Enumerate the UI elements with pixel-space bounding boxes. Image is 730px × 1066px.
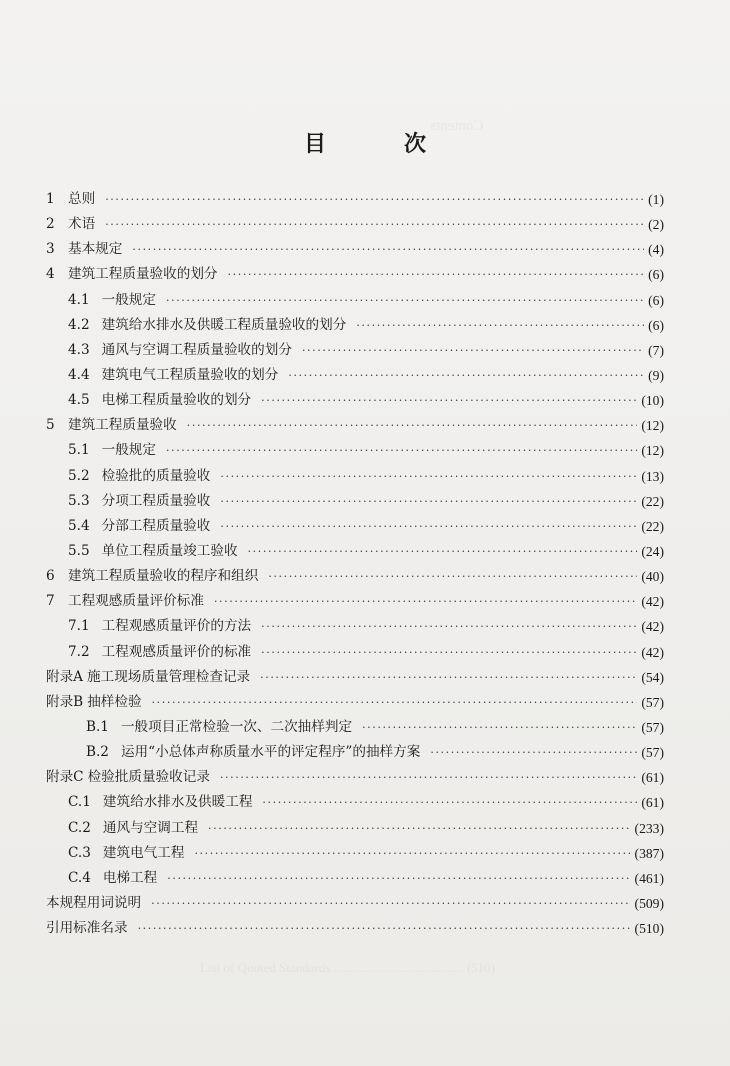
toc-entry[interactable] bbox=[46, 640, 664, 665]
toc-entry-title: 本规程用词说明 bbox=[46, 895, 142, 911]
toc-entry-number: 6 bbox=[46, 568, 55, 585]
toc-entry[interactable] bbox=[46, 363, 664, 388]
toc-entry-title: 建筑工程质量验收的程序和组织 bbox=[68, 568, 259, 585]
toc-entry-title: 运用“小总体声称质量水平的评定程序”的抽样方案 bbox=[120, 744, 421, 761]
toc-entry-title: 工程观感质量评价的标准 bbox=[101, 643, 252, 660]
toc-entry[interactable] bbox=[46, 464, 664, 489]
toc-entry-number: C.2 bbox=[68, 819, 91, 836]
dot-leader bbox=[194, 841, 630, 866]
toc-entry-number: B.2 bbox=[86, 744, 109, 761]
toc-entry-title: 检验批质量验收记录 bbox=[87, 769, 210, 786]
dot-leader bbox=[166, 438, 637, 463]
toc-entry-page: (461) bbox=[634, 870, 664, 886]
toc-entry-page: (61) bbox=[641, 770, 664, 786]
toc-entry-number: 7 bbox=[46, 593, 55, 610]
toc-entry-number: 4.5 bbox=[68, 392, 90, 409]
toc-entry-page: (10) bbox=[641, 393, 664, 409]
toc-entry-number: 4.3 bbox=[68, 341, 90, 358]
toc-entry-title: 总则 bbox=[68, 191, 96, 208]
toc-entry-number: 3 bbox=[46, 241, 55, 258]
toc-entry[interactable] bbox=[46, 866, 664, 891]
toc-entry-title: 一般项目正常检验一次、二次抽样判定 bbox=[120, 719, 353, 736]
dot-leader bbox=[220, 489, 637, 514]
dot-leader bbox=[261, 388, 637, 413]
toc-entry[interactable] bbox=[46, 564, 664, 589]
toc-entry-page: (57) bbox=[641, 694, 664, 710]
toc-entry-title: 一般规定 bbox=[101, 291, 156, 308]
dot-leader bbox=[167, 866, 630, 891]
toc-entry-number: 1 bbox=[46, 191, 55, 208]
dot-leader bbox=[214, 589, 637, 614]
toc-entry[interactable] bbox=[46, 514, 664, 539]
toc-entry-title: 抽样检验 bbox=[87, 693, 142, 710]
toc-entry[interactable] bbox=[46, 790, 664, 815]
toc-entry-title: 通风与空调工程质量验收的划分 bbox=[101, 341, 292, 358]
toc-entry-number: 附录C bbox=[46, 769, 84, 786]
toc-entry-page: (387) bbox=[634, 845, 664, 861]
toc-entry-title: 建筑工程质量验收 bbox=[68, 417, 177, 434]
toc-entry-title: 一般规定 bbox=[101, 442, 156, 459]
toc-entry-number: 5 bbox=[46, 417, 55, 434]
toc-entry-number: 5.3 bbox=[68, 492, 90, 509]
dot-leader bbox=[268, 564, 637, 589]
dot-leader bbox=[430, 740, 637, 765]
toc-entry-number: 附录B bbox=[46, 693, 84, 710]
dot-leader bbox=[362, 715, 637, 740]
dot-leader bbox=[228, 262, 645, 287]
show-through-text: List of Quoted Standards ........................................ (510) bbox=[200, 960, 496, 975]
dot-leader bbox=[187, 413, 638, 438]
dot-leader bbox=[138, 916, 631, 941]
toc-entry[interactable] bbox=[46, 589, 664, 614]
toc-entry-number: 5.5 bbox=[68, 543, 90, 560]
dot-leader bbox=[105, 187, 644, 212]
toc-entry-title: 分项工程质量验收 bbox=[101, 492, 211, 509]
toc-entry-page: (1) bbox=[648, 192, 664, 208]
dot-leader bbox=[262, 790, 637, 815]
dot-leader bbox=[302, 338, 644, 363]
toc-entry-page: (12) bbox=[641, 418, 664, 434]
toc-entry-page: (40) bbox=[641, 569, 664, 585]
toc-entry-page: (233) bbox=[634, 820, 664, 836]
toc-entry-page: (57) bbox=[641, 745, 664, 761]
toc-entry-page: (42) bbox=[641, 619, 664, 635]
toc-entry-number: C.3 bbox=[68, 844, 91, 861]
toc-entry[interactable] bbox=[46, 765, 664, 790]
dot-leader bbox=[105, 212, 644, 237]
dot-leader bbox=[261, 640, 637, 665]
toc-entry-title: 引用标准名录 bbox=[46, 920, 128, 937]
toc-entry[interactable] bbox=[46, 237, 664, 262]
toc-entry-number: 2 bbox=[46, 216, 55, 233]
dot-leader bbox=[132, 237, 644, 262]
dot-leader bbox=[288, 363, 644, 388]
toc-entry-page: (9) bbox=[648, 368, 664, 384]
toc-entry-page: (6) bbox=[648, 292, 664, 308]
toc-entry-title: 工程观感质量评价标准 bbox=[68, 593, 204, 610]
toc-entry[interactable] bbox=[46, 916, 664, 941]
toc-entry-title: 检验批的质量验收 bbox=[101, 467, 211, 484]
toc-entry-number: 7.1 bbox=[68, 618, 90, 635]
toc-entry-number: C.1 bbox=[68, 794, 91, 811]
toc-entry-title: 建筑工程质量验收的划分 bbox=[68, 266, 218, 283]
toc-entry-page: (2) bbox=[648, 217, 664, 233]
toc-entry[interactable] bbox=[46, 388, 664, 413]
toc-entry-title: 建筑电气工程质量验收的划分 bbox=[101, 367, 279, 384]
toc-entry[interactable] bbox=[46, 816, 664, 841]
dot-leader bbox=[356, 313, 644, 338]
toc-entry-page: (6) bbox=[648, 267, 664, 283]
toc-entry[interactable] bbox=[46, 438, 664, 463]
toc-entry-title: 建筑给水排水及供暖工程 bbox=[102, 794, 253, 811]
toc-entry-title: 分部工程质量验收 bbox=[101, 517, 211, 534]
page-title: 目 次 bbox=[303, 131, 454, 157]
dot-leader bbox=[220, 765, 637, 790]
toc-entry[interactable] bbox=[46, 489, 664, 514]
table-of-contents bbox=[46, 187, 664, 941]
toc-entry-number: B.1 bbox=[86, 719, 109, 736]
toc-entry-number: 5.2 bbox=[68, 467, 90, 484]
toc-entry[interactable] bbox=[46, 338, 664, 363]
toc-entry[interactable] bbox=[46, 413, 664, 438]
dot-leader bbox=[260, 665, 637, 690]
dot-leader bbox=[248, 539, 638, 564]
toc-entry-page: (57) bbox=[641, 720, 664, 736]
toc-entry-title: 单位工程质量竣工验收 bbox=[101, 543, 238, 560]
dot-leader bbox=[152, 690, 638, 715]
toc-entry-title: 工程观感质量评价的方法 bbox=[101, 618, 252, 635]
dot-leader bbox=[151, 891, 630, 916]
dot-leader bbox=[261, 614, 637, 639]
toc-entry-title: 电梯工程质量验收的划分 bbox=[101, 392, 252, 409]
toc-entry-title: 建筑给水排水及供暖工程质量验收的划分 bbox=[101, 316, 347, 333]
toc-entry-number: 4 bbox=[46, 266, 55, 283]
toc-entry-page: (24) bbox=[641, 544, 664, 560]
toc-entry-title: 电梯工程 bbox=[102, 869, 158, 886]
toc-entry-page: (510) bbox=[634, 921, 664, 937]
toc-entry[interactable] bbox=[46, 187, 664, 212]
toc-entry-title: 建筑电气工程 bbox=[102, 844, 185, 861]
toc-entry-number: 7.2 bbox=[68, 643, 90, 660]
toc-entry-page: (22) bbox=[641, 518, 664, 534]
toc-entry-page: (7) bbox=[648, 342, 664, 358]
toc-entry[interactable] bbox=[46, 841, 664, 866]
toc-entry[interactable] bbox=[46, 262, 664, 287]
toc-entry-page: (42) bbox=[641, 644, 664, 660]
toc-entry-number: 5.1 bbox=[68, 442, 90, 459]
toc-entry-page: (61) bbox=[641, 795, 664, 811]
toc-entry-title: 术语 bbox=[68, 216, 96, 233]
toc-entry-number: 4.2 bbox=[68, 316, 90, 333]
toc-entry[interactable] bbox=[46, 539, 664, 564]
toc-entry[interactable] bbox=[46, 715, 664, 740]
toc-entry[interactable] bbox=[46, 690, 664, 715]
toc-entry-page: (22) bbox=[641, 493, 664, 509]
toc-entry[interactable] bbox=[46, 614, 664, 639]
dot-leader bbox=[208, 816, 631, 841]
dot-leader bbox=[220, 464, 637, 489]
toc-entry-page: (54) bbox=[641, 669, 664, 685]
show-through-text: Contents bbox=[430, 118, 484, 134]
toc-entry-page: (42) bbox=[641, 594, 664, 610]
dot-leader bbox=[220, 514, 637, 539]
toc-entry-page: (6) bbox=[648, 317, 664, 333]
toc-entry[interactable] bbox=[46, 313, 664, 338]
toc-entry-number: 附录A bbox=[46, 668, 84, 685]
toc-entry-page: (4) bbox=[648, 242, 664, 258]
toc-entry[interactable] bbox=[46, 891, 664, 916]
toc-entry[interactable] bbox=[46, 740, 664, 765]
dot-leader bbox=[166, 288, 644, 313]
toc-entry[interactable] bbox=[46, 665, 664, 690]
toc-entry-page: (12) bbox=[641, 443, 664, 459]
toc-entry-page: (13) bbox=[641, 468, 664, 484]
toc-entry[interactable] bbox=[46, 288, 664, 313]
toc-entry[interactable] bbox=[46, 212, 664, 237]
toc-entry-number: 4.4 bbox=[68, 367, 90, 384]
toc-entry-title: 基本规定 bbox=[68, 241, 123, 258]
toc-entry-number: 5.4 bbox=[68, 517, 90, 534]
toc-entry-number: 4.1 bbox=[68, 291, 90, 308]
toc-entry-title: 施工现场质量管理检查记录 bbox=[87, 668, 251, 685]
toc-entry-page: (509) bbox=[634, 896, 664, 911]
toc-entry-number: C.4 bbox=[68, 869, 91, 886]
toc-entry-title: 通风与空调工程 bbox=[102, 819, 199, 836]
